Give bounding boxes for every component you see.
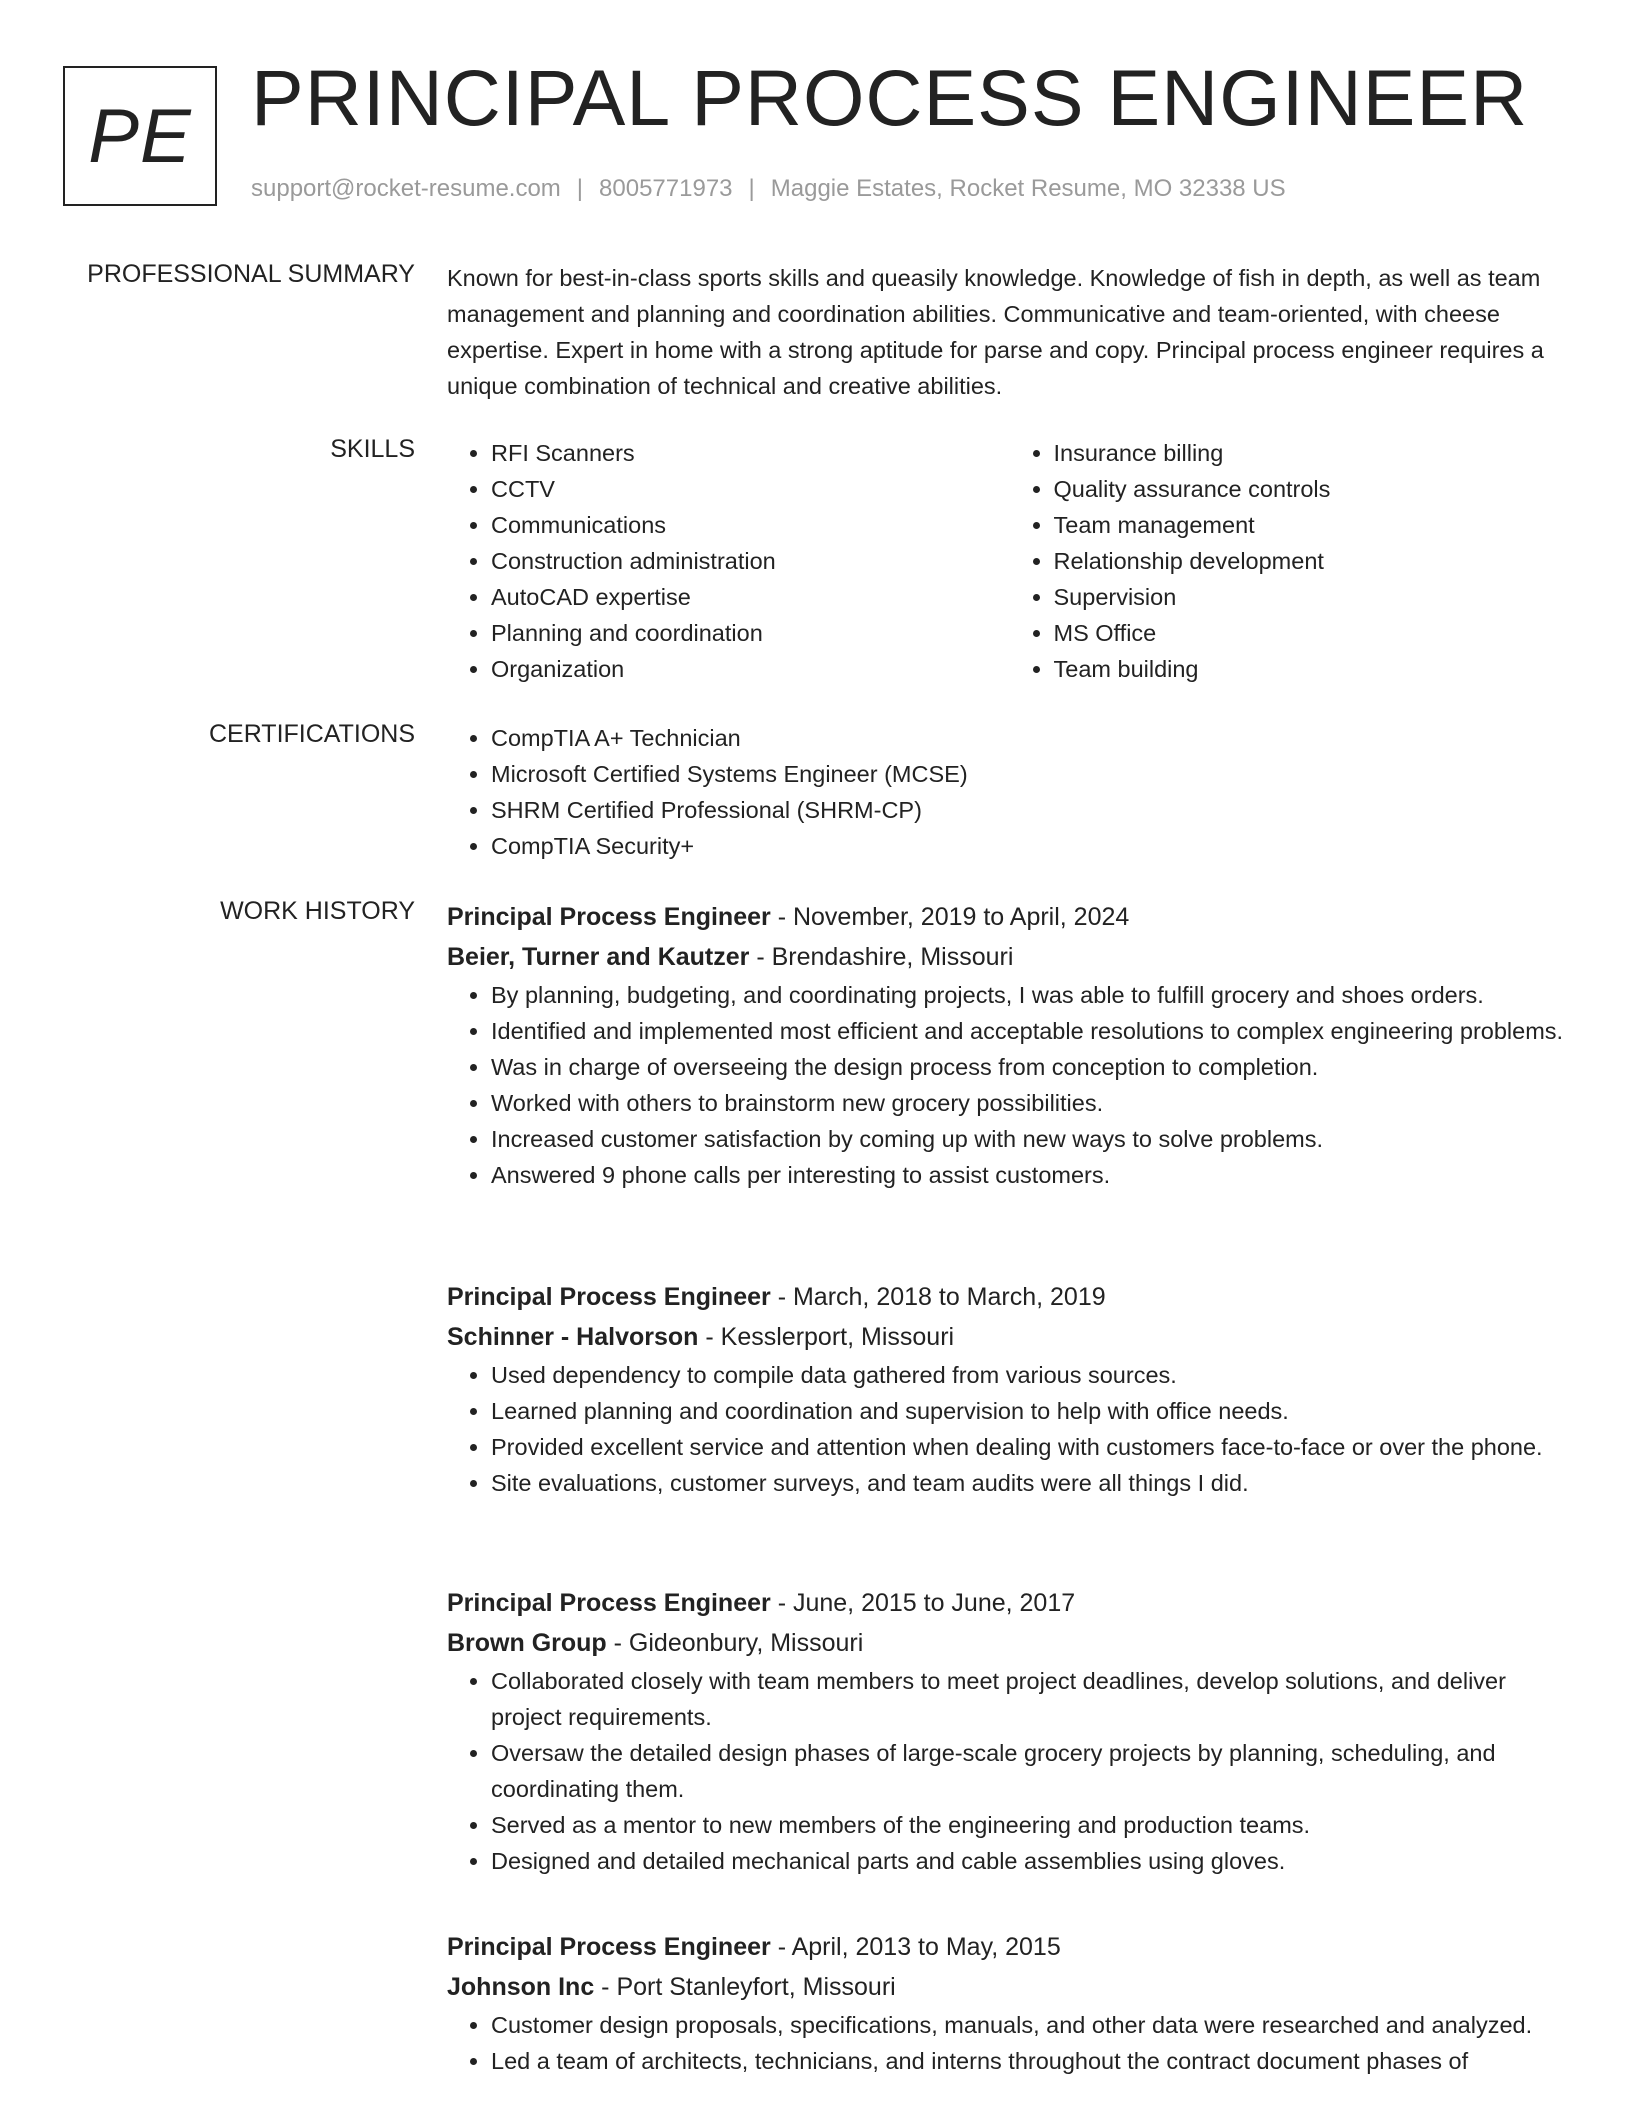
job-entry — [447, 1583, 1572, 1879]
skill-item: • Team building — [1054, 651, 1573, 687]
skill-item: • Insurance billing — [1054, 435, 1573, 471]
summary-heading: PROFESSIONAL SUMMARY — [87, 260, 415, 288]
job-bullet: • Designed and detailed mechanical parts and cable assemblies using gloves. — [491, 1843, 1572, 1879]
job-company: Brown Group — [447, 1629, 607, 1657]
job-bullet: • Served as a mentor to new members of the engineering and production teams. — [491, 1807, 1572, 1843]
certifications-list — [447, 720, 1572, 864]
skills-heading: SKILLS — [330, 435, 415, 463]
job-bullet: • Identified and implemented most efficient and acceptable resolutions to complex engineering problems. — [491, 1013, 1572, 1049]
skills-columns — [447, 435, 1572, 687]
job-title: Principal Process Engineer — [447, 1283, 771, 1311]
certifications-heading: CERTIFICATIONS — [208, 720, 415, 748]
job-bullet: • Customer design proposals, specifications, manuals, and other data were researched and analyzed. — [491, 2007, 1572, 2043]
resume-title: PRINCIPAL PROCESS ENGINEER — [251, 53, 1529, 142]
skill-item: • Team management — [1054, 507, 1573, 543]
monogram-box — [63, 66, 217, 206]
skills-body — [447, 435, 1572, 687]
contact-email: support@rocket-resume.com — [251, 175, 561, 202]
summary-body — [447, 260, 1572, 404]
job-bullet: • Site evaluations, customer surveys, and team audits were all things I did. — [491, 1465, 1572, 1501]
certification-item: • Microsoft Certified Systems Engineer (MCSE) — [491, 756, 1572, 792]
skill-item: • Communications — [491, 507, 1010, 543]
job-title-line — [447, 1583, 1572, 1623]
skills-list-right — [1010, 435, 1573, 687]
certification-item: • CompTIA Security+ — [491, 828, 1572, 864]
job-bullet: • By planning, budgeting, and coordinating projects, I was able to fulfill grocery and shoes orders. — [491, 977, 1572, 1013]
contact-line — [251, 175, 1286, 203]
job-entry — [447, 1277, 1572, 1501]
job-bullet: • Increased customer satisfaction by coming up with new ways to solve problems. — [491, 1121, 1572, 1157]
job-location: - Gideonbury, Missouri — [606, 1629, 864, 1657]
work-history-heading: WORK HISTORY — [220, 897, 415, 925]
job-entry — [447, 1927, 1572, 2079]
contact-phone: 8005771973 — [599, 175, 733, 202]
job-company-line — [447, 1317, 1572, 1357]
job-bullets — [447, 1357, 1572, 1501]
monogram-initials: PE — [88, 93, 192, 179]
job-dates: - November, 2019 to April, 2024 — [770, 903, 1130, 931]
job-location: - Kesslerport, Missouri — [698, 1323, 955, 1351]
skill-item: • Relationship development — [1054, 543, 1573, 579]
contact-address: Maggie Estates, Rocket Resume, MO 32338 US — [770, 175, 1286, 202]
job-location: - Port Stanleyfort, Missouri — [594, 1973, 896, 2001]
skill-item: • MS Office — [1054, 615, 1573, 651]
skill-item: • RFI Scanners — [491, 435, 1010, 471]
job-dates: - June, 2015 to June, 2017 — [770, 1589, 1076, 1617]
job-bullet: • Collaborated closely with team members to meet project deadlines, develop solutions, and deliver project requirements. — [491, 1663, 1572, 1735]
certifications-body — [447, 720, 1572, 864]
job-title: Principal Process Engineer — [447, 903, 771, 931]
job-dates: - March, 2018 to March, 2019 — [770, 1283, 1106, 1311]
contact-separator: | — [748, 175, 755, 202]
job-bullet: • Answered 9 phone calls per interesting to assist customers. — [491, 1157, 1572, 1193]
job-title-line — [447, 1277, 1572, 1317]
skill-item: • CCTV — [491, 471, 1010, 507]
skill-item: • Organization — [491, 651, 1010, 687]
job-company-line — [447, 937, 1572, 977]
skill-item: • Construction administration — [491, 543, 1010, 579]
job-bullets — [447, 1663, 1572, 1879]
job-title-line — [447, 1927, 1572, 1967]
job-bullet: • Worked with others to brainstorm new grocery possibilities. — [491, 1085, 1572, 1121]
job-company: Schinner - Halvorson — [447, 1323, 699, 1351]
skill-item: • AutoCAD expertise — [491, 579, 1010, 615]
job-dates: - April, 2013 to May, 2015 — [770, 1933, 1061, 1961]
job-title-line — [447, 897, 1572, 937]
job-bullets — [447, 2007, 1572, 2079]
job-company-line — [447, 1623, 1572, 1663]
skill-item: • Quality assurance controls — [1054, 471, 1573, 507]
skill-item: • Supervision — [1054, 579, 1573, 615]
job-title: Principal Process Engineer — [447, 1589, 771, 1617]
job-bullet: • Led a team of architects, technicians, and interns throughout the contract document phases of — [491, 2043, 1572, 2079]
contact-separator: | — [576, 175, 584, 202]
summary-text: Known for best-in-class sports skills and queasily knowledge. Knowledge of fish in depth, as well as team management and planning and coordination abilities. Communicative and team-oriented, with cheese expertise. Expert in home with a strong aptitude for parse and copy. Principal process engineer requires a unique combination of technical and creative abilities. — [447, 265, 1544, 399]
job-bullet: • Learned planning and coordination and supervision to help with office needs. — [491, 1393, 1572, 1429]
job-bullets — [447, 977, 1572, 1193]
certification-item: • SHRM Certified Professional (SHRM-CP) — [491, 792, 1572, 828]
skills-list-left — [447, 435, 1010, 687]
job-company-line — [447, 1967, 1572, 2007]
job-entry — [447, 897, 1572, 1193]
job-bullet: • Provided excellent service and attention when dealing with customers face-to-face or over the phone. — [491, 1429, 1572, 1465]
job-bullet: • Used dependency to compile data gathered from various sources. — [491, 1357, 1572, 1393]
certification-item: • CompTIA A+ Technician — [491, 720, 1572, 756]
job-company: Johnson Inc — [447, 1973, 595, 2001]
job-location: - Brendashire, Missouri — [749, 943, 1014, 971]
job-bullet: • Was in charge of overseeing the design process from conception to completion. — [491, 1049, 1572, 1085]
job-bullet: • Oversaw the detailed design phases of large-scale grocery projects by planning, scheduling, and coordinating them. — [491, 1735, 1572, 1807]
job-company: Beier, Turner and Kautzer — [447, 943, 750, 971]
skill-item: • Planning and coordination — [491, 615, 1010, 651]
job-title: Principal Process Engineer — [447, 1933, 771, 1961]
